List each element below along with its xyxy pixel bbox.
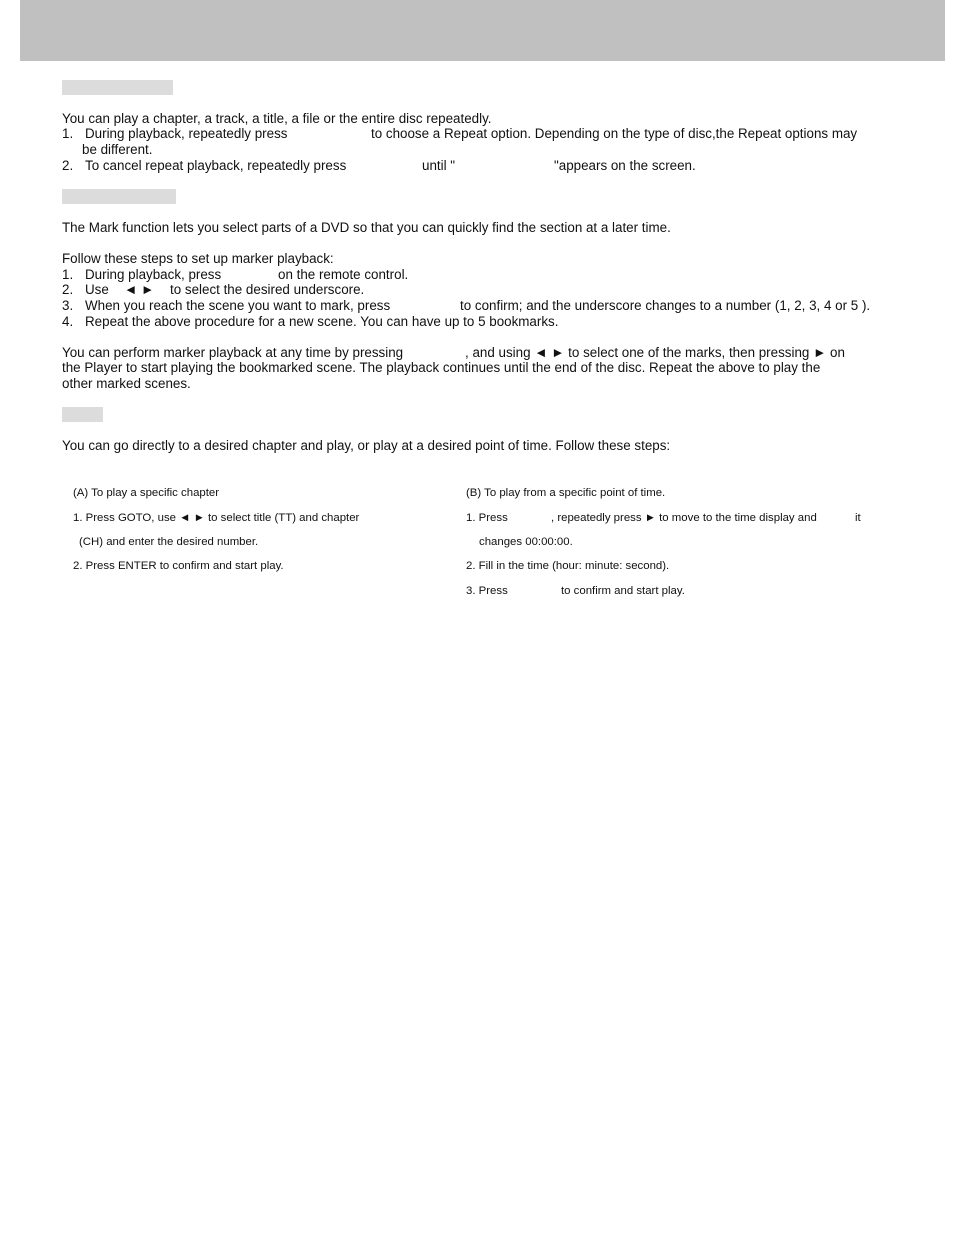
goto-b-title: (B) To play from a specific point of time. [466, 487, 666, 499]
repeat-step-2-text-a: To cancel repeat playback, repeatedly press [85, 158, 347, 173]
goto-b-step-1-text-c: it [855, 512, 861, 524]
arrow-left-right-icon: ◄ ► [124, 282, 155, 297]
mark-step-2 [62, 282, 365, 298]
repeat-step-1-text-a: During playback, repeatedly press [85, 126, 288, 141]
goto-b-step-2: 2. Fill in the time (hour: minute: second). [466, 560, 670, 572]
mark-paragraph-text-b: , and using ◄ ► to select one of the marks, then pressing ► on [465, 345, 845, 360]
mark-intro: The Mark function lets you select parts of a DVD so that you can quickly find the section at a later time. [62, 220, 671, 235]
mark-paragraph-text-a: You can perform marker playback at any time by pressing [62, 345, 404, 360]
goto-a-step-2: 2. Press ENTER to confirm and start play. [73, 560, 284, 572]
mark-step-1 [62, 267, 409, 283]
mark-step-1-text-b: on the remote control. [278, 267, 409, 282]
goto-b-step-1-text-a: 1. Press [466, 512, 508, 524]
repeat-step-1 [62, 126, 858, 142]
mark-step-3-text-a: When you reach the scene you want to mark, press [85, 298, 391, 313]
mark-step-2-text-a: Use [85, 282, 109, 297]
repeat-step-2-text-c: "appears on the screen. [554, 158, 696, 173]
repeat-step-1-number: 1. [62, 126, 74, 141]
repeat-step-1-text-b: to choose a Repeat option. Depending on the type of disc,the Repeat options may [371, 126, 858, 141]
mark-playback-paragraph-line-1 [62, 345, 845, 361]
mark-step-4-text: Repeat the above procedure for a new scene. You can have up to 5 bookmarks. [85, 314, 559, 329]
goto-b-step-3-text-b: to confirm and start play. [561, 585, 685, 597]
mark-step-3-text-b: to confirm; and the underscore changes to a number (1, 2, 3, 4 or 5 ). [460, 298, 871, 313]
repeat-step-1-continued: be different. [82, 142, 153, 157]
section-heading-bar-repeat [62, 80, 173, 95]
mark-step-3 [62, 298, 871, 314]
mark-playback-paragraph-line-2: the Player to start playing the bookmarked scene. The playback continues until the end of the disc. Repeat the above to play the [62, 360, 821, 375]
section-heading-bar-goto [62, 407, 103, 422]
mark-step-4-number: 4. [62, 314, 74, 329]
repeat-step-2-text-b: until " [422, 158, 456, 173]
mark-step-2-text-b: to select the desired underscore. [170, 282, 365, 297]
mark-step-1-number: 1. [62, 267, 74, 282]
goto-b-step-1-text-b: , repeatedly press ► to move to the time display and [551, 512, 817, 524]
goto-a-step-1-continued: (CH) and enter the desired number. [79, 536, 259, 548]
mark-step-4 [62, 314, 559, 330]
page-header-bar [20, 0, 945, 61]
goto-intro: You can go directly to a desired chapter and play, or play at a desired point of time. Follow these steps: [62, 438, 671, 453]
goto-b-step-3-text-a: 3. Press [466, 585, 508, 597]
repeat-intro: You can play a chapter, a track, a title, a file or the entire disc repeatedly. [62, 111, 492, 126]
goto-b-step-1 [466, 511, 861, 525]
mark-follow-steps: Follow these steps to set up marker playback: [62, 251, 334, 266]
mark-step-2-number: 2. [62, 282, 74, 297]
mark-step-1-text-a: During playback, press [85, 267, 222, 282]
goto-b-step-3 [466, 584, 685, 598]
goto-b-step-1-continued: changes 00:00:00. [479, 536, 573, 548]
repeat-step-2-number: 2. [62, 158, 74, 173]
goto-a-title: (A) To play a specific chapter [73, 487, 220, 499]
mark-step-3-number: 3. [62, 298, 74, 313]
section-heading-bar-mark [62, 189, 176, 204]
goto-a-step-1: 1. Press GOTO, use ◄ ► to select title (TT) and chapter [73, 512, 360, 524]
repeat-step-2 [62, 158, 696, 174]
mark-playback-paragraph-line-3: other marked scenes. [62, 376, 191, 391]
